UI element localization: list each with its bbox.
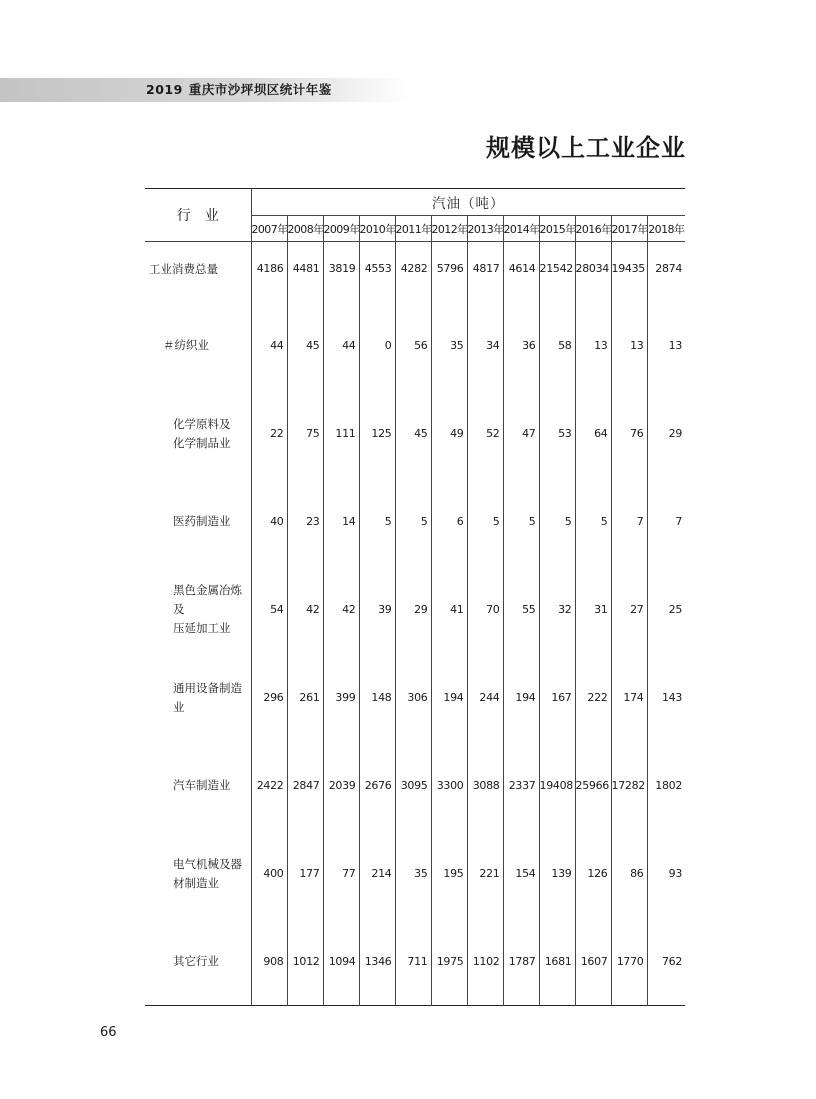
value-cell: 34 — [467, 302, 503, 390]
value-cell: 5 — [539, 478, 575, 566]
industry-label — [145, 918, 251, 1006]
value-cell: 17282 — [611, 742, 647, 830]
value-cell: 49 — [431, 390, 467, 478]
value-cell: 31 — [575, 566, 611, 654]
industry-label-line: 医药制造业 — [173, 514, 231, 528]
value-cell: 2676 — [359, 742, 395, 830]
industry-label — [145, 566, 251, 654]
value-cell: 244 — [467, 654, 503, 742]
value-cell: 261 — [287, 654, 323, 742]
year-header: 2009年 — [323, 216, 359, 242]
value-cell: 19435 — [611, 242, 647, 302]
table-row — [145, 566, 685, 654]
value-cell: 29 — [395, 566, 431, 654]
value-cell: 4553 — [359, 242, 395, 302]
value-cell: 5796 — [431, 242, 467, 302]
value-cell: 4186 — [256, 262, 284, 275]
value-cell: 54 — [270, 603, 284, 616]
value-cell: 399 — [323, 654, 359, 742]
value-cell: 93 — [647, 830, 685, 918]
value-cell: 42 — [287, 566, 323, 654]
industry-label-line: 材制造业 — [173, 875, 219, 890]
industry-label — [145, 242, 251, 302]
value-cell: 53 — [539, 390, 575, 478]
value-cell: 29 — [647, 390, 685, 478]
table-row — [145, 242, 685, 302]
value-cell: 13 — [647, 302, 685, 390]
value-cell: 1102 — [467, 918, 503, 1006]
value-cell: 23 — [287, 478, 323, 566]
value-cell: 1787 — [503, 918, 539, 1006]
industry-label-line: 化学原料及 — [173, 416, 231, 431]
industry-label — [145, 830, 251, 918]
industry-label-line: 电气机械及器 — [173, 856, 242, 871]
statistics-table — [145, 188, 685, 1006]
value-cell: 56 — [395, 302, 431, 390]
value-cell: 1094 — [323, 918, 359, 1006]
value-cell: 44 — [270, 339, 284, 352]
year-header: 2010年 — [359, 216, 395, 242]
year-header: 2012年 — [431, 216, 467, 242]
value-cell: 177 — [287, 830, 323, 918]
value-cell: 25 — [647, 566, 685, 654]
industry-label — [145, 742, 251, 830]
value-cell: 1975 — [431, 918, 467, 1006]
table-row — [145, 742, 685, 830]
year-header: 2015年 — [539, 216, 575, 242]
value-cell: 28034 — [575, 242, 611, 302]
value-cell: 7 — [647, 478, 685, 566]
value-cell: 762 — [647, 918, 685, 1006]
value-cell: 711 — [395, 918, 431, 1006]
year-header: 2011年 — [395, 216, 431, 242]
industry-label-line: 工业消费总量 — [149, 262, 218, 276]
value-cell: 1681 — [539, 918, 575, 1006]
value-cell: 222 — [575, 654, 611, 742]
value-cell: 40 — [270, 515, 284, 528]
value-cell: 125 — [359, 390, 395, 478]
value-cell: 19408 — [539, 742, 575, 830]
value-cell: 39 — [359, 566, 395, 654]
industry-label-line: 通用设备制造业 — [173, 680, 242, 714]
value-cell: 32 — [539, 566, 575, 654]
value-cell: 126 — [575, 830, 611, 918]
value-cell: 2874 — [647, 242, 685, 302]
value-cell: 21542 — [539, 242, 575, 302]
industry-label — [145, 478, 251, 566]
page-number: 66 — [100, 1025, 117, 1040]
year-header: 2018年 — [647, 216, 685, 242]
page-title: 规模以上工业企业 — [486, 133, 686, 162]
value-cell: 143 — [647, 654, 685, 742]
table-row — [145, 830, 685, 918]
value-cell: 2337 — [503, 742, 539, 830]
year-header: 2013年 — [467, 216, 503, 242]
value-cell: 47 — [503, 390, 539, 478]
value-cell: 194 — [503, 654, 539, 742]
value-cell: 306 — [395, 654, 431, 742]
value-cell: 3095 — [395, 742, 431, 830]
value-cell: 5 — [359, 478, 395, 566]
value-cell: 86 — [611, 830, 647, 918]
value-cell: 194 — [431, 654, 467, 742]
value-cell: 296 — [263, 691, 284, 704]
value-cell: 52 — [467, 390, 503, 478]
value-cell: 6 — [431, 478, 467, 566]
value-cell: 0 — [359, 302, 395, 390]
value-cell: 13 — [575, 302, 611, 390]
year-header: 2014年 — [503, 216, 539, 242]
value-cell: 64 — [575, 390, 611, 478]
value-cell: 154 — [503, 830, 539, 918]
value-cell: 214 — [359, 830, 395, 918]
value-cell: 2847 — [287, 742, 323, 830]
table-row — [145, 390, 685, 478]
gasoline-group-header: 汽油（吨） — [432, 196, 505, 212]
value-cell: 1346 — [359, 918, 395, 1006]
value-cell: 5 — [575, 478, 611, 566]
value-cell: 4817 — [467, 242, 503, 302]
value-cell: 1770 — [611, 918, 647, 1006]
value-cell: 76 — [611, 390, 647, 478]
industry-label-line: ＃纺织业 — [163, 338, 209, 352]
value-cell: 4282 — [395, 242, 431, 302]
year-header: 2008年 — [287, 216, 323, 242]
industry-label-line: 其它行业 — [173, 953, 219, 968]
year-header: 2016年 — [575, 216, 611, 242]
value-cell: 167 — [539, 654, 575, 742]
industry-label-line: 黑色金属冶炼及 — [173, 583, 242, 616]
value-cell: 45 — [395, 390, 431, 478]
value-cell: 1607 — [575, 918, 611, 1006]
value-cell: 139 — [539, 830, 575, 918]
industry-label-line: 汽车制造业 — [173, 778, 231, 792]
value-cell: 195 — [431, 830, 467, 918]
value-cell: 148 — [359, 654, 395, 742]
table-row — [145, 478, 685, 566]
value-cell: 5 — [503, 478, 539, 566]
value-cell: 3088 — [467, 742, 503, 830]
value-cell: 44 — [323, 302, 359, 390]
value-cell: 2422 — [256, 779, 284, 792]
value-cell: 22 — [270, 427, 284, 440]
value-cell: 174 — [611, 654, 647, 742]
running-header-title: 重庆市沙坪坝区统计年鉴 — [188, 82, 332, 97]
value-cell: 14 — [323, 478, 359, 566]
running-header — [146, 80, 332, 98]
value-cell: 5 — [395, 478, 431, 566]
value-cell: 55 — [503, 566, 539, 654]
industry-label — [145, 390, 251, 478]
value-cell: 45 — [287, 302, 323, 390]
value-cell: 42 — [323, 566, 359, 654]
industry-column-header: 行业 — [145, 189, 251, 242]
value-cell: 221 — [467, 830, 503, 918]
value-cell: 70 — [467, 566, 503, 654]
value-cell: 58 — [539, 302, 575, 390]
value-cell: 35 — [431, 302, 467, 390]
value-cell: 27 — [611, 566, 647, 654]
running-header-year: 2019 — [146, 82, 183, 97]
industry-label-line: 压延加工业 — [173, 621, 231, 635]
value-cell: 4481 — [287, 242, 323, 302]
year-header: 2017年 — [611, 216, 647, 242]
value-cell: 36 — [503, 302, 539, 390]
value-cell: 77 — [323, 830, 359, 918]
value-cell: 7 — [611, 478, 647, 566]
value-cell: 1012 — [287, 918, 323, 1006]
value-cell: 75 — [287, 390, 323, 478]
industry-label — [145, 654, 251, 742]
value-cell: 41 — [431, 566, 467, 654]
industry-label-line: 化学制品业 — [173, 435, 231, 450]
value-cell: 111 — [323, 390, 359, 478]
table-row — [145, 654, 685, 742]
table-row — [145, 302, 685, 390]
value-cell: 908 — [263, 954, 284, 968]
table-row — [145, 918, 685, 1006]
value-cell: 1802 — [647, 742, 685, 830]
value-cell: 3819 — [323, 242, 359, 302]
value-cell: 3300 — [431, 742, 467, 830]
value-cell: 400 — [263, 867, 284, 880]
value-cell: 35 — [395, 830, 431, 918]
value-cell: 5 — [467, 478, 503, 566]
value-cell: 4614 — [503, 242, 539, 302]
year-header: 2007年 — [251, 216, 287, 242]
value-cell: 2039 — [323, 742, 359, 830]
industry-label — [145, 302, 251, 390]
value-cell: 25966 — [575, 742, 611, 830]
value-cell: 13 — [611, 302, 647, 390]
